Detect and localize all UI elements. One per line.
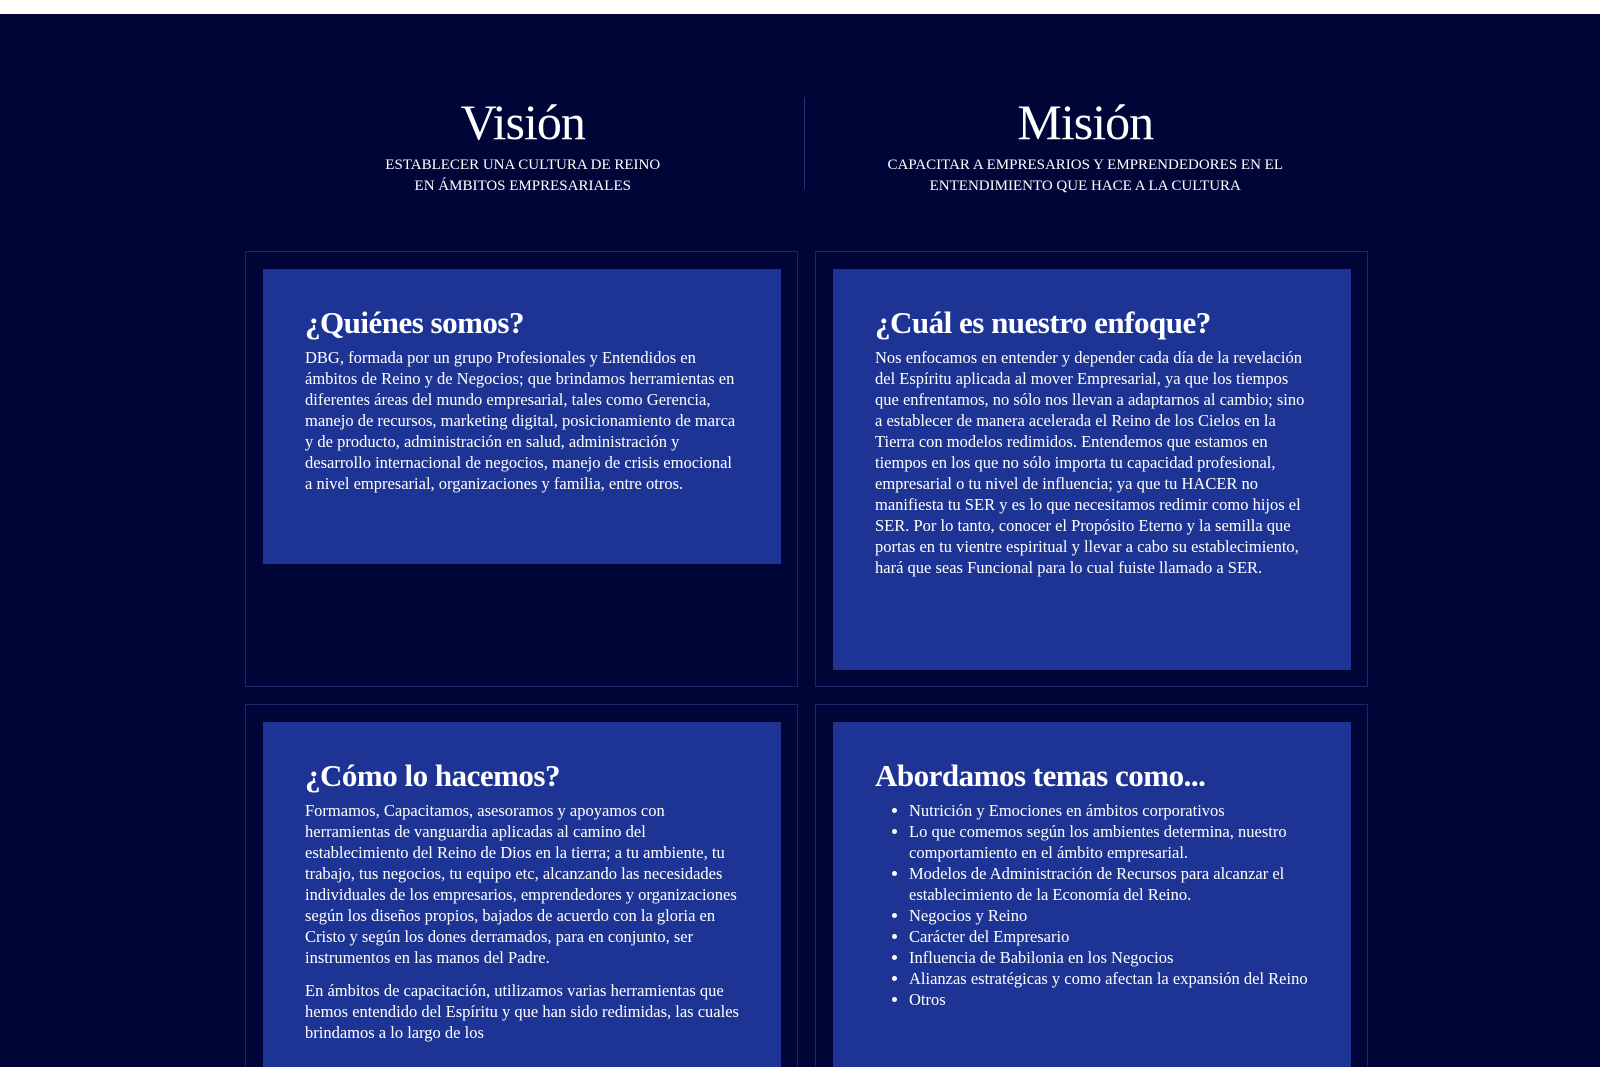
list-item: • Otros [909,989,1309,1010]
top-border-strip [0,0,1600,14]
card-quienes-somos-panel [263,269,781,564]
vision-mission-section [242,94,1366,194]
como-lo-hacemos-text-2: En ámbitos de capacitación, utilizamos varias herramientas que hemos entendido del Espíritu y que han sido redimidas, las cuales brindamos a lo largo de los [305,981,739,1042]
topics-list [875,800,1309,1010]
vision-title: Visión [460,94,585,150]
mission-text [805,155,1367,197]
list-item: • Nutrición y Emociones en ámbitos corporativos [909,800,1309,821]
vision-text [242,155,804,197]
enfoque-title: ¿Cuál es nuestro enfoque? [875,305,1211,340]
quienes-somos-text: DBG, formada por un grupo Profesionales y Entendidos en ámbitos de Reino y de Negocios; que brindamos herramientas en diferentes áreas del mundo empresarial, tales como Gerencia, manejo de recursos, marketing digital, posicionamiento de marca y de producto, administración en salud, administración y desarrollo internacional de negocios, manejo de crisis emocional a nivel empresarial, organizaciones y familia, entre otros. [305,348,736,493]
vision-line: ESTABLECER UNA CULTURA DE REINO [385,157,661,173]
como-lo-hacemos-text: Formamos, Capacitamos, asesoramos y apoyamos con herramientas de vanguardia aplicadas al camino del establecimiento del Reino de Dios en la tierra; a tu ambiente, tu trabajo, tus negocios, tu equipo etc, alcanzando las necesidades individuales de los empresarios, emprendedores y organizaciones según los diseños propios, bajados de acuerdo con la gloria en Cristo y según los dones derramados, para en conjunto, ser instrumentos en las manos del Padre. [305,801,737,967]
card-como-lo-hacemos [245,704,798,1067]
list-item: • Influencia de Babilonia en los Negocios [909,947,1309,968]
temas-title: Abordamos temas como... [875,758,1206,793]
list-item: • Carácter del Empresario [909,926,1309,947]
mission-title: Misión [1017,94,1154,150]
card-como-lo-hacemos-panel [263,722,781,1067]
card-temas-panel [833,722,1351,1067]
enfoque-text: Nos enfocamos en entender y depender cada día de la revelación del Espíritu aplicada al mover Empresarial, ya que los tiempos que enfrentamos, no sólo nos llevan a adaptarnos al cambio; sino a establecer de manera acelerada el Reino de los Cielos en la Tierra con modelos redimidos. Entendemos que estamos en tiempos en los que no sólo importa tu capacidad profesional, empresarial o tu nivel de influencia; ya que tu HACER no manifiesta tu SER y es lo que necesitamos redimir como hijos el SER. Por lo tanto, conocer el Propósito Eterno y la semilla que portas en tu vientre espiritual y llevar a cabo su establecimiento, hará que seas Funcional para lo cual fuiste llamado a SER. [875,348,1305,577]
vision-line: EN ÁMBITOS EMPRESARIALES [414,178,631,194]
list-item: • Lo que comemos según los ambientes determina, nuestro comportamiento en el ámbito empresarial. [909,821,1309,863]
list-item: • Negocios y Reino [909,905,1309,926]
card-enfoque [815,251,1368,687]
quienes-somos-title: ¿Quiénes somos? [305,305,524,340]
list-item: • Modelos de Administración de Recursos para alcanzar el establecimiento de la Economía del Reino. [909,863,1309,905]
mission-line: CAPACITAR A EMPRESARIOS Y EMPRENDEDORES EN EL [887,157,1284,173]
card-enfoque-panel [833,269,1351,670]
card-temas [815,704,1368,1067]
mission-line: ENTENDIMIENTO QUE HACE A LA CULTURA [929,178,1241,194]
list-item: • Alianzas estratégicas y como afectan la expansión del Reino [909,968,1309,989]
card-quienes-somos [245,251,798,687]
como-lo-hacemos-title: ¿Cómo lo hacemos? [305,758,560,793]
vision-block [242,94,804,194]
mission-block [805,94,1367,194]
